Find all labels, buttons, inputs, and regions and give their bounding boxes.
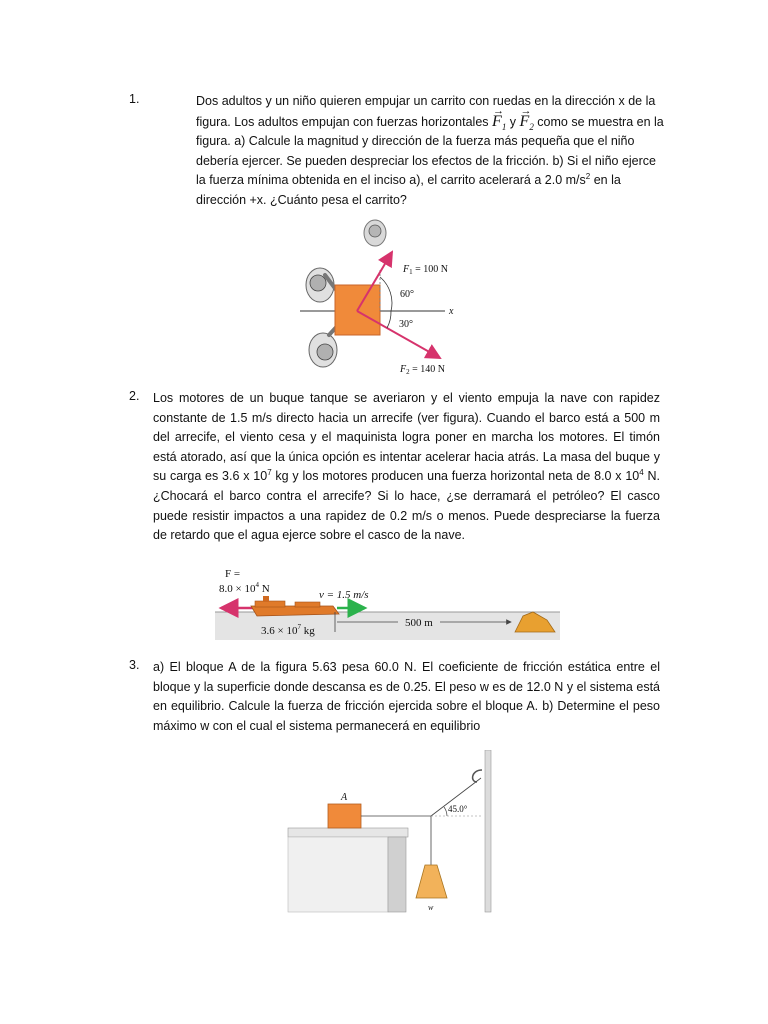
angle-60-label: 60° — [400, 289, 414, 300]
problem-2-number: 2. — [129, 389, 140, 403]
problem-1-number: 1. — [129, 92, 140, 106]
figure-1-cart-forces — [295, 215, 495, 380]
angle-arc-60 — [380, 277, 392, 311]
force-value: $8.0 \times 10^4$ N — [219, 581, 270, 595]
problem-1-text-before: Dos adultos y un niño quieren empujar un carrito con ruedas en la dirección x de la figura. Los adultos empujan con fuerzas horizontales — [196, 94, 656, 129]
hook — [473, 770, 482, 782]
f1-label: $F_1 = 100$ N — [403, 264, 448, 276]
angle-label: 45.0° — [448, 804, 468, 814]
distance-label: 500 m — [405, 617, 433, 629]
hanging-weight — [416, 865, 447, 898]
problem-3-number: 3. — [129, 658, 140, 672]
x-axis-label: x — [449, 306, 454, 317]
problem-1-text-after: como se muestra en la figura. a) Calcule la magnitud y dirección de la fuerza más pequeña que el niño debería ejercer. Se pueden despreciar los efectos de la fricción. b) Si el niño ejerce la fuerza mínima obtenida en el inciso a), el carrito acelerará a 2.0 m/s — [196, 114, 664, 188]
force-label: F = — [225, 568, 241, 580]
wall — [485, 750, 491, 912]
velocity-label: v = 1.5 m/s — [319, 589, 369, 601]
angle-arc — [444, 807, 447, 816]
problem-1-text-end: en la dirección +x. ¿Cuánto pesa el carrito? — [196, 173, 621, 207]
problem-1-text — [196, 92, 666, 211]
mass-label: $3.6 \times 10^7$ kg — [261, 623, 315, 637]
weight-label: w — [428, 903, 434, 912]
problem-1-exponent: 2 — [585, 172, 591, 182]
figure-3-block-pulley — [285, 750, 500, 915]
problem-1-connector: y — [509, 114, 517, 129]
f2-label: $F_2 = 140$ N — [400, 364, 445, 376]
adult-figure-top — [306, 268, 337, 302]
block-a — [328, 804, 361, 828]
block-a-label: A — [341, 792, 348, 803]
problem-3-text: a) El bloque A de la figura 5.63 pesa 60.0 N. El coeficiente de fricción estática entre el bloque y la superficie donde descansa es de 0.25. El peso w es de 12.0 N y el sistema está en equilibrio. Calcule la fuerza de fricción ejercida sobre el bloque A. b) Determine el peso máximo w con el cual el sistema permanecerá en equilibrio — [153, 660, 660, 733]
problem-2-text: Los motores de un buque tanque se averiaron y el viento empuja la nave con rapidez constante de 1.5 m/s directo hacia un arrecife (ver figura). Cuando el barco está a 500 m del arrecife, el viento cesa y el maquinista logra poner en marcha los motores. El timón está atorado, así que la única opción es intentar acelerar hacia atrás. La masa del buque y su carga es 3.6 x $10^7$ kg y los motores producen una fuerza horizontal neta de 8.0 x $10^4$ N. ¿Chocará el barco contra el arrecife? Si lo hace, ¿se derramará el petróleo? El casco puede resistir impactos a una rapidez de 0.2 m/s o menos. Puede despreciarse la fuerza de retardo que el agua ejerce sobre el casco de la nave. — [153, 391, 660, 543]
table — [288, 828, 408, 912]
vector-f1: → $F_1$ — [492, 113, 506, 130]
angle-30-label: 30° — [399, 319, 413, 330]
child-figure — [364, 220, 386, 246]
vector-f2: → $F_2$ — [520, 113, 534, 130]
angle-arc-30 — [387, 311, 391, 328]
figure-2-ship — [215, 550, 560, 645]
